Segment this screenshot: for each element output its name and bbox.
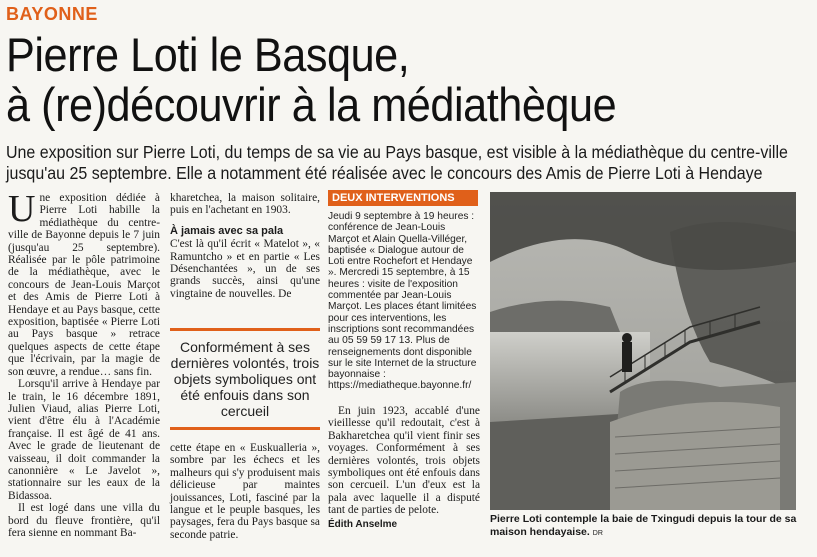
photo-caption: [490, 513, 800, 540]
deck-line-2: jusqu'au 25 septembre. Elle a notamment été réalisée avec le concours des Amis de Pierre Loti à Hendaye: [6, 163, 763, 183]
body-column-2-bottom: [170, 442, 320, 541]
section-kicker: BAYONNE: [6, 4, 98, 24]
body-paragraph-3-start: Il est logé dans une villa du bord du fleuve frontière, qu'il fera sienne en nommant Ba-: [8, 502, 160, 539]
sidebar-text: Jeudi 9 septembre à 19 heures : conférence de Jean-Louis Marçot et Alain Quella-Villéger, baptisée « Dialogue autour de Loti entre Rochefort et Hendaye ». Mercredi 15 septembre, à 15 heures : visite de l'exposition commentée par Jean-Louis Marçot. Les places étant limitées pour ces interventions, les inscriptions sont recommandées au 05 59 59 17 13. Plus de renseignements dont disponible sur le site Internet de la structure bayonnaise : https://mediatheque.bayonne.fr/: [328, 211, 477, 392]
photo-illustration: [490, 192, 796, 510]
sidebar-title: DEUX INTERVENTIONS: [328, 190, 478, 206]
body-column-3: [328, 405, 480, 531]
body-column-1: [8, 188, 160, 539]
article-photo: [490, 192, 796, 510]
body-paragraph-4: C'est là qu'il écrit « Matelot », « Ramuntcho » et en partie « Les Désenchantées », un de ses grands succès, ainsi qu'une vingtaine de nouvelles. De: [170, 238, 320, 300]
deck-line-1: Une exposition sur Pierre Loti, du temps de sa vie au Pays basque, est visible à la médiathèque du centre-ville: [6, 142, 788, 162]
body-paragraph-3-end: kharetchea, la maison solitaire, puis en l'achetant en 1903.: [170, 192, 320, 217]
article-deck: [6, 142, 788, 184]
headline: [6, 30, 742, 130]
photo-credit: DR: [592, 530, 603, 537]
body-paragraph-5: cette étape en « Euskualleria », sombre par les échecs et les malheurs qui s'y produisent mais délicieuse par maintes jouissances, Loti, fasciné par la langue et le peuple basques, les paysages, fera du Pays basque sa seconde patrie.: [170, 442, 320, 541]
byline: Édith Anselme: [328, 518, 398, 530]
drop-cap: U: [8, 188, 36, 230]
pull-quote: Conformément à ses dernières volontés, trois objets symboliques ont été enfouis dans son cercueil: [170, 328, 320, 430]
subhead: À jamais avec sa pala: [170, 224, 284, 237]
body-paragraph-6: En juin 1923, accablé d'une vieillesse qu'il redoutait, c'est à Bakharetchea qu'il vient finir ses voyages. Conformément à ses dernières volontés, trois objets symboliques ont été enfouis dans son cercueil. L'un d'eux est la pala avec laquelle il a disputé tant de parties de pelote.: [328, 405, 480, 517]
headline-line-2: à (re)découvrir à la médiathèque: [6, 78, 617, 131]
body-paragraph-1: ne exposition dédiée à Pierre Loti habille la médiathèque du centre-ville de Bayonne depuis le 7 juin (jusqu'au 25 septembre). Réalisée par le pôle patrimoine de la médiathèque, avec le concours de Jean-Louis Marçot et des Amis de Pierre Loti à Hendaye et au Pays basque, cette exposition, baptisée « Pierre Loti au Pays basque » retrace quelques aspects de cette étape que l'écrivain, par la magie de son œuvre, a rendue… sans fin.: [8, 192, 160, 378]
headline-line-1: Pierre Loti le Basque,: [6, 28, 410, 81]
body-column-2: [170, 192, 320, 300]
body-paragraph-2: Lorsqu'il arrive à Hendaye par le train, le 16 décembre 1891, Julien Viaud, alias Pierre Loti, vient d'être élu à l'Académie française. Il est âgé de 41 ans. Avec le grade de lieutenant de vaisseau, il doit commander la canonnière « Le Javelot », stationnaire sur les eaux de la Bidassoa.: [8, 378, 160, 502]
caption-text: Pierre Loti contemple la baie de Txingudi depuis la tour de sa maison hendayaise.: [490, 513, 797, 538]
